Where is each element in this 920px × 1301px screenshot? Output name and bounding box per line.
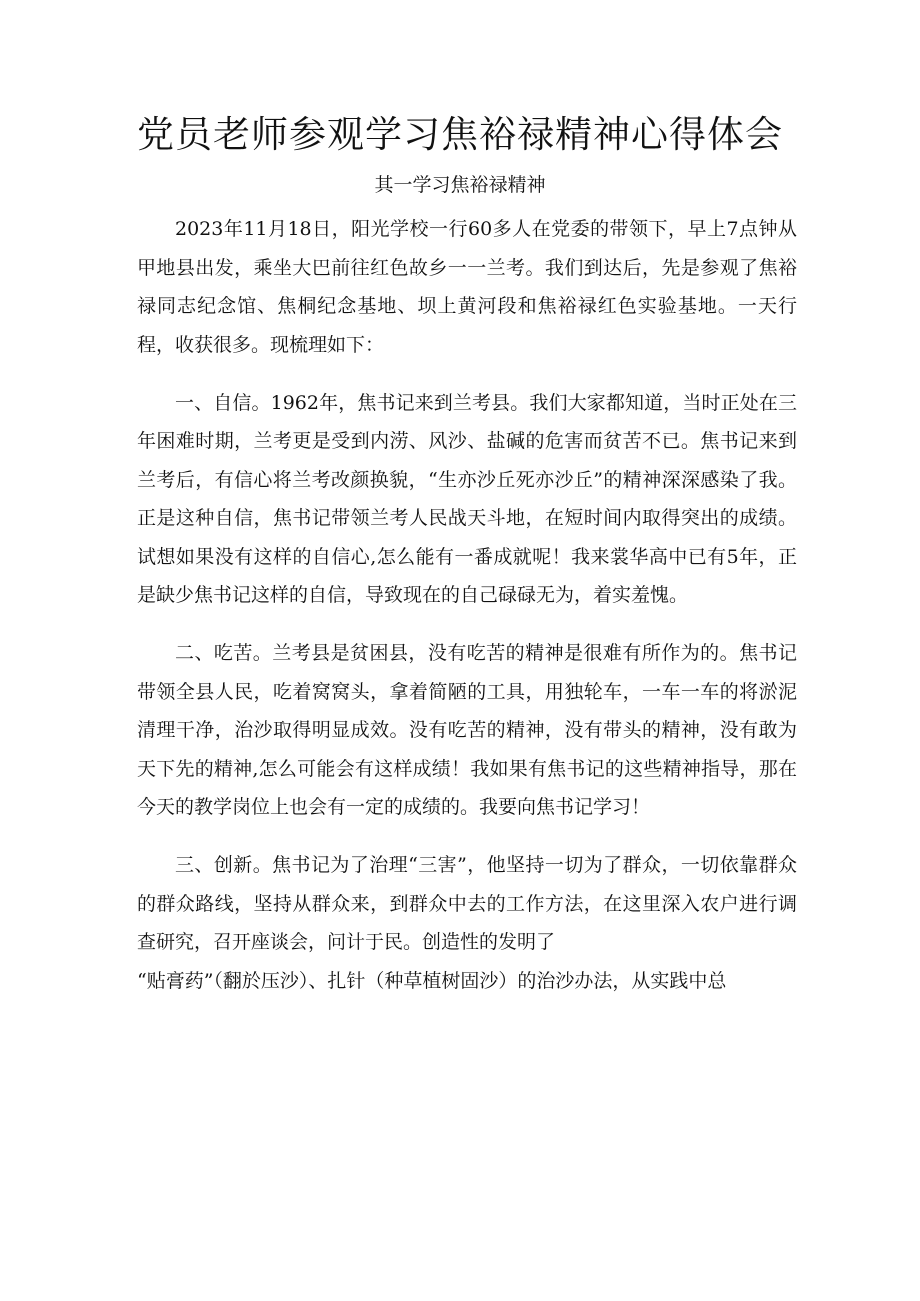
document-body [137, 210, 797, 1000]
paragraph-innovation: 三、创新。焦书记为了治理“三害”，他坚持一切为了群众，一切依靠群众的群众路线，坚持从群众来，到群众中去的工作方法，在这里深入农户进行调查研究，召开座谈会，问计于民。创造性的发明了 [137, 854, 797, 953]
document-subtitle: 其一学习焦裕禄精神 [374, 174, 546, 196]
paragraph-intro: 2023年11月18日，阳光学校一行60多人在党委的带领下，早上7点钟从甲地县出发，乘坐大巴前往红色故乡一一兰考。我们到达后，先是参观了焦裕禄同志纪念馆、焦桐纪念基地、坝上黄河段和焦裕禄红色实验基地。一天行程，收获很多。现梳理如下： [137, 218, 797, 356]
document-title: 党员老师参观学习焦裕禄精神心得体会 [137, 113, 783, 156]
paragraph-innovation-continued: “贴膏药”（翻於压沙）、扎针（种草植树固沙）的治沙办法，从实践中总 [137, 969, 727, 992]
paragraph-hardship: 二、吃苦。兰考县是贫困县，没有吃苦的精神是很难有所作为的。焦书记带领全县人民，吃着窝窝头，拿着简陋的工具，用独轮车，一车一车的将淤泥清理干净，治沙取得明显成效。没有吃苦的精神，没有带头的精神，没有敢为天下先的精神,怎么可能会有这样成绩！我如果有焦书记的这些精神指导，那在今天的教学岗位上也会有一定的成绩的。我要向焦书记学习！ [137, 642, 797, 818]
paragraph-confidence: 一、自信。1962年，焦书记来到兰考县。我们大家都知道，当时正处在三年困难时期，兰考更是受到内涝、风沙、盐碱的危害而贫苦不已。焦书记来到兰考后，有信心将兰考改颜换貌，“生亦沙丘死亦沙丘”的精神深深感染了我。正是这种自信，焦书记带领兰考人民战天斗地，在短时间内取得突出的成绩。试想如果没有这样的自信心,怎么能有一番成就呢！我来裳华高中已有5年，正是缺少焦书记这样的自信，导致现在的自己碌碌无为，着实羞愧。 [137, 391, 797, 606]
